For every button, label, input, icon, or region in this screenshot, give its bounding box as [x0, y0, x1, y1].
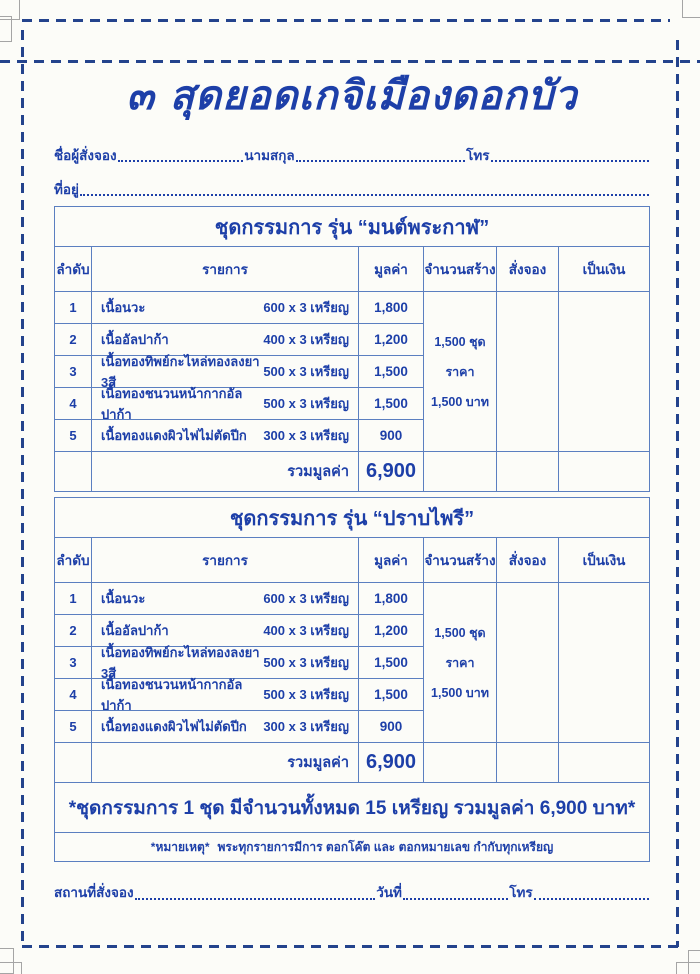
row-number: 3	[55, 646, 91, 678]
bottom-phone-label: โทร	[509, 885, 533, 901]
address-label: ที่อยู่	[54, 182, 79, 198]
production-price: 1,500 บาท	[431, 685, 489, 700]
amulet-tables	[54, 206, 650, 783]
item-quantity: 300 x 3 เหรียญ	[263, 719, 349, 735]
row-item	[91, 582, 358, 614]
row-number: 2	[55, 323, 91, 355]
cut-line-right	[676, 40, 679, 947]
production-price-label: ราคา	[445, 655, 475, 670]
col-header-amount: เป็นเงิน	[558, 247, 649, 291]
address-fill-line	[80, 182, 649, 196]
row-number: 2	[55, 614, 91, 646]
phone-fill-line	[491, 148, 649, 162]
item-name: เนื้อนวะ	[101, 300, 146, 316]
name-label: ชื่อผู้สั่งจอง	[54, 148, 117, 163]
total-order-blank	[496, 742, 558, 782]
total-value: 6,900	[358, 742, 423, 782]
col-header-amount: เป็นเงิน	[558, 538, 649, 582]
amount-blank-cell	[558, 582, 649, 742]
production-count-cell	[423, 582, 496, 742]
amulet-set-table	[54, 497, 650, 783]
crop-mark-bottom-right-2	[676, 962, 700, 974]
set-title: ชุดกรรมการ รุ่น “ปราบไพรี”	[55, 498, 649, 538]
order-blank-cell	[496, 291, 558, 451]
row-number: 1	[55, 291, 91, 323]
total-production-blank	[423, 451, 496, 491]
row-item	[91, 710, 358, 742]
order-place-row	[54, 885, 650, 902]
col-header-item: รายการ	[91, 247, 358, 291]
set-grid	[55, 247, 649, 491]
row-value: 1,500	[358, 646, 423, 678]
row-item	[91, 291, 358, 323]
item-name: เนื้ออัลปาก้า	[101, 332, 169, 348]
col-header-order: สั่งจอง	[496, 538, 558, 582]
item-quantity: 500 x 3 เหรียญ	[263, 364, 349, 380]
address-row	[54, 182, 650, 199]
row-value: 1,500	[358, 355, 423, 387]
set-title: ชุดกรรมการ รุ่น “มนต์พระกาฬ”	[55, 207, 649, 247]
item-name: เนื้อทองแดงผิวไฟไม่ตัดปีก	[101, 428, 247, 444]
col-header-value: มูลค่า	[358, 247, 423, 291]
row-value: 1,800	[358, 291, 423, 323]
remark-note	[54, 833, 650, 862]
production-count: 1,500 ชุด	[434, 625, 486, 640]
item-name: เนื้อทองทิพย์กะไหล่ทองลงยา 3สี	[101, 644, 260, 681]
production-count-cell	[423, 291, 496, 451]
production-price: 1,500 บาท	[431, 394, 489, 409]
cut-line-bottom	[22, 945, 678, 948]
set-summary-note: *ชุดกรรมการ 1 ชุด มีจำนวนทั้งหมด 15 เหรียญ รวมมูลค่า 6,900 บาท*	[54, 783, 650, 833]
row-value: 1,500	[358, 387, 423, 419]
item-quantity: 300 x 3 เหรียญ	[263, 428, 349, 444]
col-header-production: จำนวนสร้าง	[423, 247, 496, 291]
amount-blank-cell	[558, 291, 649, 451]
total-value: 6,900	[358, 451, 423, 491]
row-number: 5	[55, 710, 91, 742]
amulet-set-table	[54, 206, 650, 492]
order-place-label: สถานที่สั่งจอง	[54, 885, 134, 901]
total-order-blank	[496, 451, 558, 491]
row-number: 1	[55, 582, 91, 614]
total-label: รวมมูลค่า	[91, 451, 358, 491]
crop-mark-bottom-left-2	[0, 962, 22, 974]
cut-line-left	[21, 30, 24, 947]
row-value: 900	[358, 710, 423, 742]
col-header-production: จำนวนสร้าง	[423, 538, 496, 582]
total-production-blank	[423, 742, 496, 782]
total-amount-blank	[558, 451, 649, 491]
crop-mark-top-left-2	[0, 16, 12, 42]
row-number: 4	[55, 678, 91, 710]
surname-label: นามสกุล	[244, 148, 295, 163]
item-quantity: 600 x 3 เหรียญ	[263, 591, 349, 607]
item-quantity: 500 x 3 เหรียญ	[263, 396, 349, 412]
total-row-blank	[55, 742, 91, 782]
row-value: 1,200	[358, 323, 423, 355]
row-number: 3	[55, 355, 91, 387]
row-value: 900	[358, 419, 423, 451]
item-quantity: 500 x 3 เหรียญ	[263, 655, 349, 671]
total-label: รวมมูลค่า	[91, 742, 358, 782]
row-item	[91, 385, 358, 422]
item-quantity: 400 x 3 เหรียญ	[263, 332, 349, 348]
order-blank-cell	[496, 582, 558, 742]
orderer-info-row	[54, 148, 650, 165]
production-price-label: ราคา	[445, 364, 475, 379]
col-header-no: ลำดับ	[56, 553, 90, 569]
row-value: 1,500	[358, 678, 423, 710]
form-content	[54, 0, 650, 903]
row-item	[91, 676, 358, 713]
row-item	[91, 419, 358, 451]
item-name: เนื้อทองแดงผิวไฟไม่ตัดปีก	[101, 719, 247, 735]
item-quantity: 600 x 3 เหรียญ	[263, 300, 349, 316]
production-count: 1,500 ชุด	[434, 334, 486, 349]
name-fill-line	[118, 148, 244, 162]
phone-label: โทร	[466, 148, 490, 163]
date-fill-line	[403, 886, 508, 900]
set-grid	[55, 538, 649, 782]
col-header-item: รายการ	[91, 538, 358, 582]
item-name: เนื้อทองชนวนหน้ากากอัลปาก้า	[101, 385, 243, 422]
order-place-fill-line	[135, 886, 376, 900]
col-header-order: สั่งจอง	[496, 247, 558, 291]
item-quantity: 500 x 3 เหรียญ	[263, 687, 349, 703]
row-value: 1,800	[358, 582, 423, 614]
row-number: 5	[55, 419, 91, 451]
crop-mark-top-right	[682, 0, 700, 18]
date-label: วันที่	[376, 885, 402, 901]
item-name: เนื้อนวะ	[101, 591, 146, 607]
item-name: เนื้อทองชนวนหน้ากากอัลปาก้า	[101, 676, 243, 713]
remark-prefix: *หมายเหตุ*	[150, 839, 210, 854]
remark-text: พระทุกรายการมีการ ตอกโค๊ต และ ตอกหมายเลข กำกับทุกเหรียญ	[217, 839, 554, 854]
item-quantity: 400 x 3 เหรียญ	[263, 623, 349, 639]
total-row-blank	[55, 451, 91, 491]
total-amount-blank	[558, 742, 649, 782]
bottom-phone-fill-line	[534, 886, 649, 900]
col-header-value: มูลค่า	[358, 538, 423, 582]
item-name: เนื้อทองทิพย์กะไหล่ทองลงยา 3สี	[101, 353, 260, 390]
surname-fill-line	[296, 148, 465, 162]
row-number: 4	[55, 387, 91, 419]
page-title: ๓ สุดยอดเกจิเมืองดอกบัว	[126, 72, 578, 119]
col-header-no: ลำดับ	[56, 262, 90, 278]
item-name: เนื้ออัลปาก้า	[101, 623, 169, 639]
row-value: 1,200	[358, 614, 423, 646]
